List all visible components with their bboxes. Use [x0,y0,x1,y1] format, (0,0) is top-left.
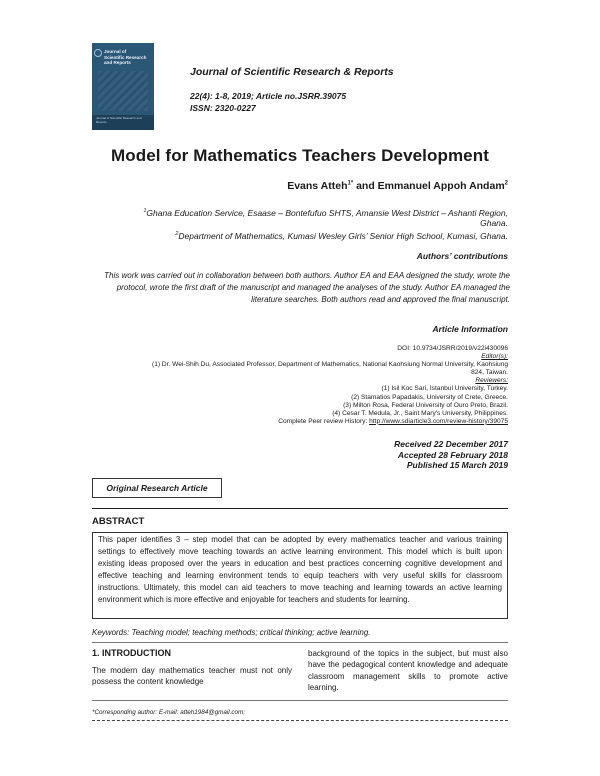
keywords: Keywords: Teaching model; teaching methods; critical thinking; active learning. [92,628,371,637]
author-name: Emmanuel Appoh Andam [377,180,505,192]
contributions-text: This work was carried out in collaboration between both authors. Author EA and EAA designed the study, wrote the protocol, wrote the first draft of the manuscript and managed the analyses of the study. Author EA managed the literature searches. Both authors read and approved the final manuscript. [104,271,510,304]
published-date: Published 15 March 2019 [406,460,508,471]
introduction-right-column: background of the topics in the subject, but must also have the pedagogical content knowledge and adequate classroom management skills to promote active learning. [308,649,508,692]
peer-review-label: Complete Peer review History: [278,417,368,425]
reviewers-label: Reviewers: [475,377,508,385]
reviewer-item: (2) Stamatios Papadakis, University of Crete, Greece. [351,393,508,401]
article-info-block [152,345,508,426]
received-date: Received 22 December 2017 [394,439,508,449]
footnote-divider [92,700,508,701]
divider [92,642,508,643]
author-name: Evans Atteh [287,180,348,192]
author-list: Evans Atteh$^{1*}$ and Emmanuel Appoh Andam$^2$ [287,180,508,192]
journal-citation: 22(4): 1-8, 2019; Article no.JSRR.39075 [190,91,347,101]
reviewer-item: (1) Isil Koc Sari, Istanbul University, Turkey. [381,385,508,393]
corresponding-author-footnote: *Corresponding author: E-mail: atteh1984@gmail.com; [92,709,246,716]
abstract-heading: ABSTRACT [92,516,145,527]
introduction-heading: 1. INTRODUCTION [92,648,172,658]
editor-line: (1) Dr. Wei-Shih Du, Associated Professor, Department of Mathematics, National Kaohsiung Normal University, Kaohsiung [152,361,508,369]
journal-cover-image [92,43,154,130]
page-bottom-rule [92,720,508,721]
affiliation-2: $^2$Department of Mathematics, Kumasi Wesley Girls’ Senior High School, Kumasi, Ghana. [175,231,508,241]
article-type-badge: Original Research Article [92,478,222,498]
peer-review-link[interactable]: http://www.sdiarticle3.com/review-history/39075 [369,417,508,425]
editor-label: Editor(s): [481,353,508,361]
affiliation-1: $^1$Ghana Education Service, Esaase – Bontefufuo SHTS, Amansie West District – Ashanti Region, Ghana. [143,208,508,228]
reviewer-item: (4) Cesar T. Medula, Jr., Saint Mary's University, Philippines. [332,409,508,417]
doi: DOI: 10.9734/JSRR/2019/v22i430096 [397,345,508,352]
editor-line: 824, Taiwan. [471,369,508,377]
journal-issn: ISSN: 2320-0227 [190,103,256,113]
reviewer-item: (3) Milton Rosa, Federal University of Ouro Preto, Brazil. [343,401,508,409]
divider [92,508,508,509]
paper-title: Model for Mathematics Teachers Development [111,146,489,165]
publication-dates [394,439,508,471]
cover-strip-text: Journal of Scientific Research and Reports [96,116,142,124]
journal-logo-icon [94,49,102,57]
abstract-text: This paper identifies 3 – step model that can be adopted by every mathematics teacher and various training settings to effectively move teaching towards an active learning environment. This model which is built upon existing ideas proposed over the years in education and best practices concerning cognitive development and effective teaching and learning environment tends to equip teachers with very useful skills for classroom instructions. Ultimately, this model can aid teachers to move teaching and learning towards an active learning environment which is more effective and enjoyable for teachers and students for learning. [92,532,508,619]
article-info-heading: Article Information [432,324,508,334]
accepted-date: Accepted 28 February 2018 [397,449,508,460]
contributions-heading: Authors’ contributions [416,251,508,261]
journal-name: Journal of Scientific Research & Reports [190,66,394,78]
cover-title: Journal of Scientific Research and Reports [104,49,147,66]
introduction-left-column: The modern day mathematics teacher must not only possess the content knowledge [92,666,292,687]
